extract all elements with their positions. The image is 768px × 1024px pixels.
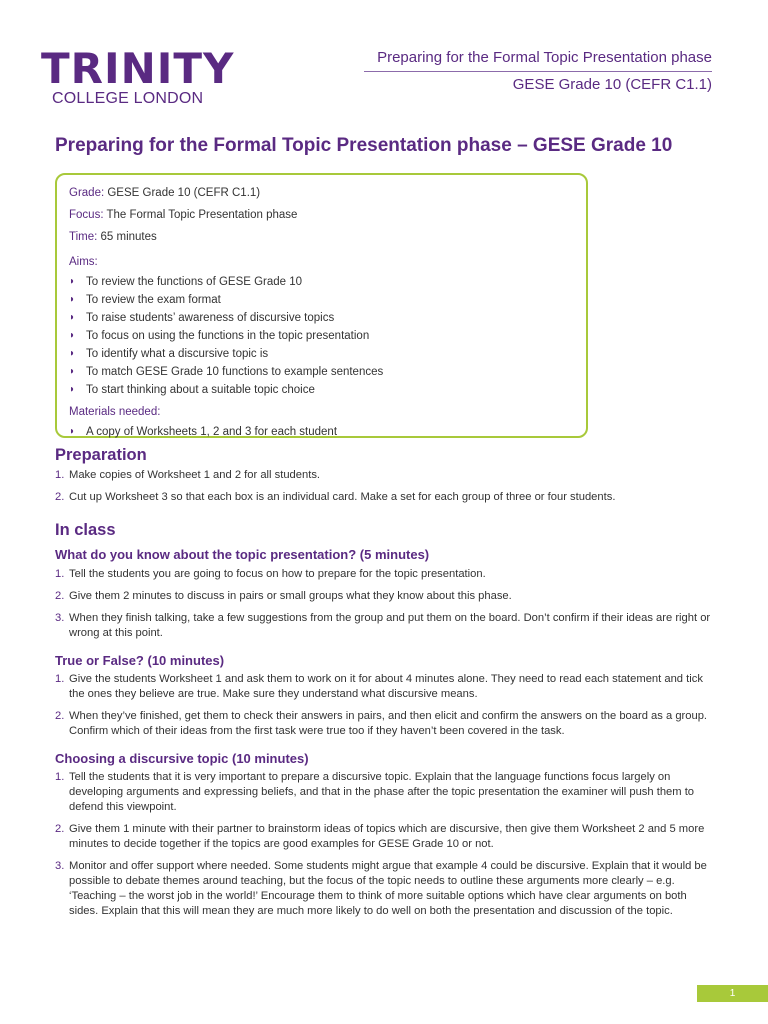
grade-line bbox=[69, 182, 574, 204]
preparation-list bbox=[55, 468, 715, 505]
aims-list bbox=[69, 273, 574, 399]
bullet-icon: ◗ bbox=[69, 426, 76, 437]
time-label: Time: bbox=[69, 231, 98, 243]
section-choosing-topic: Choosing a discursive topic (10 minutes) bbox=[55, 751, 309, 766]
trinity-logo bbox=[41, 44, 235, 108]
choosing-topic-list bbox=[55, 770, 715, 919]
bullet-icon: ◗ bbox=[69, 312, 76, 323]
header-doc-title: Preparing for the Formal Topic Presentation phase bbox=[377, 49, 712, 66]
list-item: 2. When they’ve finished, get them to check their answers in pairs, and then elicit and confirm the answers on the board as a group. Confirm which of their ideas from the first task were true too if they haven’t been covered in the task. bbox=[55, 710, 708, 737]
aim-item: ◗ To raise students’ awareness of discursive topics bbox=[69, 309, 574, 327]
list-item: 2. Give them 1 minute with their partner to brainstorm ideas of topics which are discursive, then give them Worksheet 2 and 5 more minutes to decide together if the topics are good examples for GESE Grade 10 or not. bbox=[55, 823, 705, 850]
aim-item: ◗ To review the exam format bbox=[69, 291, 574, 309]
preparation-heading: Preparation bbox=[55, 446, 147, 464]
header-divider bbox=[364, 71, 712, 72]
list-item: 1. Tell the students that it is very important to prepare a discursive topic. Explain that the language functions focus largely on developing arguments and expressing beliefs, and that in the phase after the topic presentation the examiner will push them to defend this viewpoint. bbox=[55, 771, 695, 813]
aim-item: ◗ To identify what a discursive topic is bbox=[69, 345, 574, 363]
time-line bbox=[69, 226, 574, 248]
focus-line bbox=[69, 204, 574, 226]
time-value: 65 minutes bbox=[97, 231, 157, 243]
aims-label: Aims: bbox=[69, 256, 98, 268]
list-item: 2. Cut up Worksheet 3 so that each box is an individual card. Make a set for each group of three or four students. bbox=[55, 491, 616, 503]
list-item: 3. When they finish talking, take a few suggestions from the group and put them on the board. Don’t confirm if their ideas are right or wrong at this point. bbox=[55, 612, 711, 639]
logo-wordmark: TRINITY bbox=[41, 44, 235, 93]
bullet-icon: ◗ bbox=[69, 366, 76, 377]
bullet-icon: ◗ bbox=[69, 348, 76, 359]
what-do-you-know-list bbox=[55, 567, 715, 641]
aim-item: ◗ To match GESE Grade 10 functions to example sentences bbox=[69, 363, 574, 381]
material-item: ◗ A copy of Worksheets 1, 2 and 3 for each student bbox=[69, 423, 574, 441]
materials-list bbox=[69, 423, 574, 441]
grade-value: GESE Grade 10 (CEFR C1.1) bbox=[104, 187, 261, 199]
grade-label: Grade: bbox=[69, 187, 105, 199]
list-item: 1. Make copies of Worksheet 1 and 2 for all students. bbox=[55, 469, 321, 481]
section-what-do-you-know: What do you know about the topic presentation? (5 minutes) bbox=[55, 547, 430, 562]
aim-item: ◗ To start thinking about a suitable topic choice bbox=[69, 381, 574, 399]
bullet-icon: ◗ bbox=[69, 276, 76, 287]
page-title: Preparing for the Formal Topic Presentation phase – GESE Grade 10 bbox=[55, 135, 673, 156]
logo-subtitle: COLLEGE LONDON bbox=[52, 90, 204, 107]
header-grade: GESE Grade 10 (CEFR C1.1) bbox=[512, 76, 712, 93]
true-or-false-list bbox=[55, 672, 715, 739]
bullet-icon: ◗ bbox=[69, 294, 76, 305]
list-item: 1. Tell the students you are going to focus on how to prepare for the topic presentation. bbox=[55, 568, 486, 580]
in-class-heading: In class bbox=[55, 521, 116, 539]
section-true-or-false: True or False? (10 minutes) bbox=[55, 653, 225, 668]
bullet-icon: ◗ bbox=[69, 330, 76, 341]
bullet-icon: ◗ bbox=[69, 384, 76, 395]
list-item: 1. Give the students Worksheet 1 and ask them to work on it for about 4 minutes alone. They need to read each statement and tick the ones they believe are true. Make sure they understand what discursive means. bbox=[55, 673, 703, 700]
materials-label: Materials needed: bbox=[69, 406, 161, 418]
list-item: 2. Give them 2 minutes to discuss in pairs or small groups what they know about this phase. bbox=[55, 590, 512, 602]
focus-value: The Formal Topic Presentation phase bbox=[103, 209, 298, 221]
aim-item: ◗ To focus on using the functions in the topic presentation bbox=[69, 327, 574, 345]
lesson-summary-box bbox=[55, 173, 588, 438]
focus-label: Focus: bbox=[69, 209, 104, 221]
page-number: 1 bbox=[697, 985, 768, 1002]
list-item: 3. Monitor and offer support where needed. Some students might argue that example 4 could be discursive. Explain that it would be possible to debate themes around teaching, but the focus of the topic needs to outline these arguments more clearly – e.g. ‘Teaching – the worst job in the world!’ Encourage them to think of more suitable options which have clear arguments on both sides. Explain that this will mean they are much more likely to do well on both the presentation and discussion of the topic. bbox=[55, 860, 707, 917]
aim-item: ◗ To review the functions of GESE Grade 10 bbox=[69, 273, 574, 291]
